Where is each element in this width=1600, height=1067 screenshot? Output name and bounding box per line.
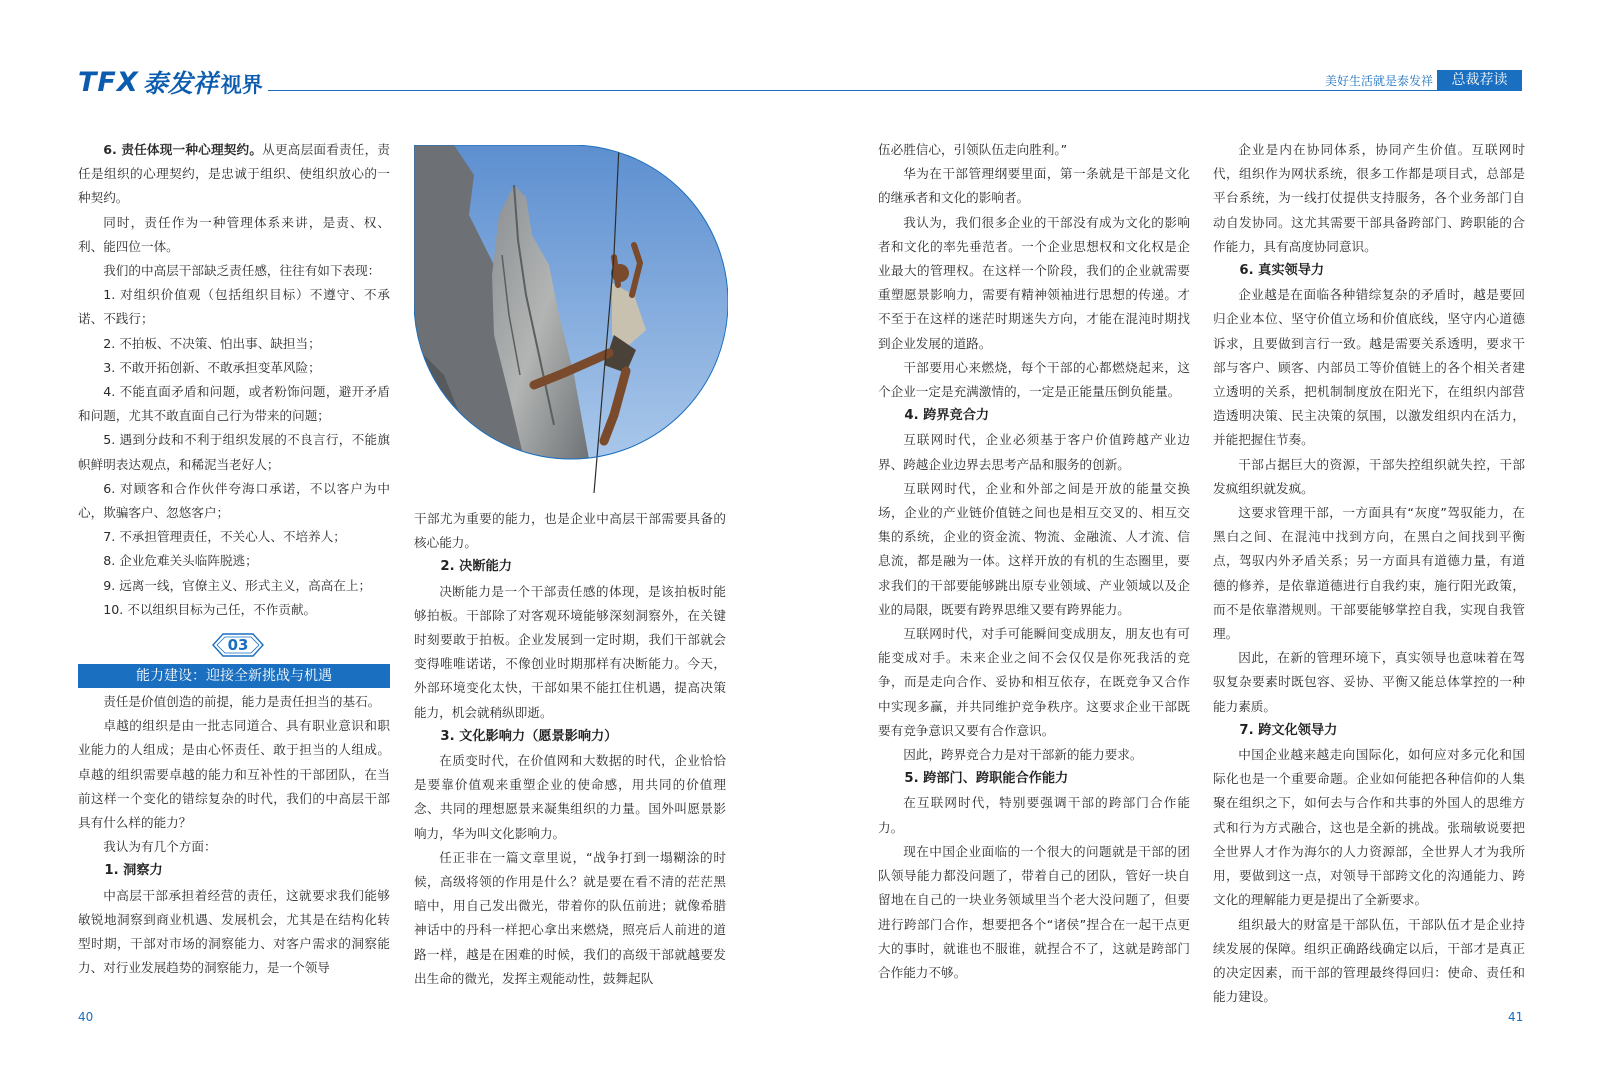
paragraph: 在质变时代，在价值网和大数据的时代，企业恰恰是要靠价值观来重塑企业的使命感，用共同的价值理念、共同的理想愿景来凝集组织的力量。国外叫愿景影响力，华为叫文化影响力。 [414, 753, 726, 841]
list-item: 2. 不拍板、不决策、怕出事、缺担当； [103, 335, 321, 351]
logo-suffix: 视界 [220, 73, 263, 97]
list-item: 7. 不承担管理责任，不关心人、不培养人； [103, 529, 346, 545]
list-item: 3. 不敢开拓创新、不敢承担变革风险； [103, 359, 321, 375]
list-item: 6. 对顾客和合作伙伴夸海口承诺，不以客户为中心，欺骗客户、忽悠客户； [78, 480, 390, 521]
paragraph: 我认为，我们很多企业的干部没有成为文化的影响者和文化的率先垂范者。一个企业思想权和文化权是企业最大的管理权。在这样一个阶段，我们的企业就需要重塑愿景影响力，需要有精神领袖进行思想的传递。才不至于在这样的迷茫时期迷失方向，才能在混沌时期找到企业发展的道路。 [878, 214, 1190, 351]
page-number-left: 40 [78, 1010, 94, 1024]
magazine-logo [78, 62, 263, 96]
paragraph: 在互联网时代，特别要强调干部的跨部门合作能力。 [878, 795, 1190, 835]
list-item: 4. 不能直面矛盾和问题，或者粉饰问题，避开矛盾和问题，尤其不敢直面自己行为带来的问题； [78, 384, 390, 424]
column-2 [414, 507, 726, 991]
paragraph: 责任是价值创造的前提，能力是责任担当的基石。 [103, 694, 381, 710]
section-title-bar: 能力建设：迎接全新挑战与机遇 [78, 664, 390, 688]
rock-climber-photo [414, 145, 728, 493]
paragraph: 互联网时代，企业和外部之间是开放的能量交换场，企业的产业链价值链之间也是相互交叉的、相互交集的系统，企业的资金流、物流、金融流、人才流、信息流，都是融为一体。这样开放的有机的生态圈里，要求我们的干部要能够跳出原专业领域、产业领域以及企业的局限，既要有跨界思维又要有跨界能力。 [878, 480, 1190, 617]
section-number: 03 [227, 636, 249, 655]
subheading: 3. 文化影响力（愿景影响力） [440, 728, 618, 744]
column-4 [1213, 138, 1525, 1009]
paragraph: 我认为有几个方面： [103, 839, 217, 855]
section-number-wrap [211, 632, 265, 658]
list-item: 1. 对组织价值观（包括组织目标）不遵守、不承诺、不践行； [78, 287, 390, 327]
inline-heading: 6. 责任体现一种心理契约。 [103, 142, 263, 157]
paragraph: 伍必胜信心，引领队伍走向胜利。” [878, 142, 1068, 157]
paragraph: 因此，在新的管理环境下，真实领导也意味着在驾驭复杂要素时既包容、妥协、平衡又能总体掌控的一种能力素质。 [1213, 650, 1525, 714]
subheading: 6. 真实领导力 [1239, 263, 1325, 279]
logo-latin: TFX [78, 67, 139, 98]
paragraph: 中高层干部承担着经营的责任，这就要求我们能够敏锐地洞察到商业机遇、发展机会，尤其是在结构化转型时期，干部对市场的洞察能力、对客户需求的洞察能力、对行业发展趋势的洞察能力，是一个领导 [78, 887, 390, 976]
paragraph: 卓越的组织是由一批志同道合、具有职业意识和职业能力的人组成；是由心怀责任、敢于担当的人组成。卓越的组织需要卓越的能力和互补性的干部团队，在当前这样一个变化的错综复杂的时代，我们的中高层干部具有什么样的能力？ [78, 718, 390, 831]
paragraph: 互联网时代，企业必须基于客户价值跨越产业边界、跨越企业边界去思考产品和服务的创新。 [878, 432, 1190, 472]
paragraph: 这要求管理干部，一方面具有“灰度”驾驭能力，在黑白之间、在混沌中找到方向，在黑白之间找到平衡点，驾驭内外矛盾关系；另一方面具有道德力量，有道德的修养，是依靠道德进行自我约束，施行阳光政策，而不是依靠潜规则。干部要能够掌控自我，实现自我管理。 [1213, 505, 1525, 642]
subheading: 7. 跨文化领导力 [1239, 722, 1338, 738]
paragraph: 互联网时代，对手可能瞬间变成朋友，朋友也有可能变成对手。未来企业之间不会仅仅是你死我活的竞争，而是走向合作、妥协和相互依存，在既竞争又合作中实现多赢，并共同维护竞争秩序。这要求企业干部既要有竞争意识又要有合作意识。 [878, 626, 1190, 738]
subheading: 1. 洞察力 [104, 863, 163, 879]
paragraph: 干部占据巨大的资源，干部失控组织就失控，干部发疯组织就发疯。 [1213, 456, 1525, 496]
header-rule [268, 90, 1521, 91]
paragraph: 任正非在一篇文章里说，“战争打到一塌糊涂的时候，高级将领的作用是什么？就是要在看不清的茫茫黑暗中，用自己发出微光，带着你的队伍前进；就像希腊神话中的丹科一样把心拿出来燃烧，照亮后人前进的道路一样，越是在困难的时候，我们的高级干部就越要发出生命的微光，发挥主观能动性，鼓舞起队 [414, 849, 726, 986]
paragraph: 同时，责任作为一种管理体系来讲，是责、权、利、能四位一体。 [78, 214, 390, 254]
page-number-right: 41 [1508, 1010, 1524, 1024]
paragraph: 华为在干部管理纲要里面，第一条就是干部是文化的继承者和文化的影响者。 [878, 166, 1190, 206]
list-item: 8. 企业危难关头临阵脱逃； [103, 553, 258, 569]
paragraph: 现在中国企业面临的一个很大的问题就是干部的团队领导能力都没问题了，带着自己的团队，管好一块自留地在自己的一块业务领域里当个老大没问题了，但要进行跨部门合作，想要把各个“诸侯”捏合在一起干点更大的事时，就谁也不服谁，就捏合不了，这就是跨部门合作能力不够。 [878, 843, 1190, 980]
column-1 [78, 138, 390, 981]
section-label: 总裁荐读 [1437, 70, 1522, 91]
paragraph: 决断能力是一个干部责任感的体现，是该拍板时能够拍板。干部除了对客观环境能够深刻洞察外，在关键时刻要敢于拍板。企业发展到一定时期，我们干部就会变得唯唯诺诺，不像创业时期那样有决断能力。今天，外部环境变化太快，干部如果不能扛住机遇，提高决策能力，机会就稍纵即逝。 [414, 583, 726, 720]
list-item: 10. 不以组织目标为己任，不作贡献。 [103, 601, 317, 617]
paragraph: 因此，跨界竞合力是对干部新的能力要求。 [903, 747, 1143, 763]
paragraph: 组织最大的财富是干部队伍，干部队伍才是企业持续发展的保障。组织正确路线确定以后，干部才是真正的决定因素，而干部的管理最终得回归：使命、责任和能力建设。 [1213, 916, 1525, 1005]
header-slogan: 美好生活就是泰发祥 [1325, 74, 1434, 88]
list-item: 9. 远离一线，官僚主义、形式主义，高高在上； [103, 577, 372, 593]
paragraph: 干部要用心来燃烧，每个干部的心都燃烧起来，这个企业一定是充满激情的，一定是正能量压倒负能量。 [878, 359, 1190, 400]
subheading: 4. 跨界竞合力 [904, 408, 990, 424]
paragraph: 干部尤为重要的能力，也是企业中高层干部需要具备的核心能力。 [414, 511, 726, 551]
section-badge [78, 628, 390, 662]
paragraph: 企业越是在面临各种错综复杂的矛盾时，越是要回归企业本位、坚守价值立场和价值底线，坚守内心道德诉求，且要做到言行一致。越是需要关系透明，要求干部与客户、顾客、内部员工等价值链上的各个相关者建立透明的关系，把机制制度放在阳光下，在组织内部营造透明决策、民主决策的氛围，以激发组织内在活力，并能把握住节奏。 [1213, 287, 1525, 448]
subheading: 2. 决断能力 [440, 559, 512, 575]
subheading: 5. 跨部门、跨职能合作能力 [904, 771, 1069, 787]
logo-brand: 泰发祥 [142, 69, 218, 98]
column-3 [878, 138, 1190, 985]
paragraph: 我们的中高层干部缺乏责任感，往往有如下表现： [103, 263, 381, 279]
paragraph: 中国企业越来越走向国际化，如何应对多元化和国际化也是一个重要命题。企业如何能把各种信仰的人集聚在组织之下，如何去与合作和共事的外国人的思维方式和行为方式融合，这也是全新的挑战。张瑞敏说要把全世界人才作为海尔的人力资源部，全世界人才为我所用，要做到这一点，对领导干部跨文化的沟通能力、跨文化的理解能力更是提出了全新要求。 [1213, 747, 1525, 908]
paragraph: 企业是内在协同体系，协同产生价值。互联网时代，组织作为网状系统，很多工作都是项目式，总部是平台系统，为一线打仗提供支持服务，各个业务部门自动自发协同。这尤其需要干部具备跨部门、跨职能的合作能力，具有高度协同意识。 [1213, 142, 1525, 254]
list-item: 5. 遇到分歧和不利于组织发展的不良言行，不能旗帜鲜明表达观点，和稀泥当老好人； [78, 432, 390, 472]
paragraph: 6. 责任体现一种心理契约。从更高层面看责任，责任是组织的心理契约，是忠诚于组织、使组织放心的一种契约。 [78, 142, 390, 206]
